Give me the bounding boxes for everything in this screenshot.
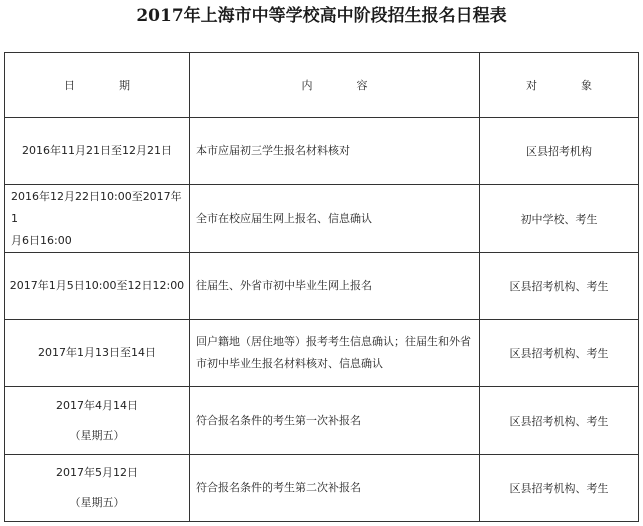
date-cell: 2016年12月22日10:00至2017年1 月6日16:00 (5, 185, 190, 253)
table-row (5, 387, 639, 455)
date-cell: 2016年11月21日至12月21日 (5, 118, 190, 185)
date-cell: 2017年1月5日10:00至12日12:00 (5, 253, 190, 320)
schedule-table (4, 52, 639, 522)
date-cell: 2017年5月12日 （星期五） (5, 455, 190, 522)
content-cell: 全市在校应届生网上报名、信息确认 (190, 185, 480, 253)
date-cell: 2017年4月14日 （星期五） (5, 387, 190, 455)
date-cell: 2017年1月13日至14日 (5, 320, 190, 387)
header-content: 内 容 (190, 53, 480, 118)
header-target: 对 象 (480, 53, 639, 118)
content-cell: 符合报名条件的考生第二次补报名 (190, 455, 480, 522)
target-cell: 区县招考机构、考生 (480, 320, 639, 387)
table-row (5, 320, 639, 387)
target-cell: 区县招考机构 (480, 118, 639, 185)
table-row (5, 253, 639, 320)
content-cell: 符合报名条件的考生第一次补报名 (190, 387, 480, 455)
table-row (5, 118, 639, 185)
content-cell: 本市应届初三学生报名材料核对 (190, 118, 480, 185)
table-header-row (5, 53, 639, 118)
target-cell: 初中学校、考生 (480, 185, 639, 253)
content-cell: 回户籍地（居住地等）报考考生信息确认；往届生和外省市初中毕业生报名材料核对、信息确认 (190, 320, 480, 387)
target-cell: 区县招考机构、考生 (480, 253, 639, 320)
target-cell: 区县招考机构、考生 (480, 387, 639, 455)
table-row (5, 185, 639, 253)
content-cell: 往届生、外省市初中毕业生网上报名 (190, 253, 480, 320)
header-date: 日 期 (5, 53, 190, 118)
table-row (5, 455, 639, 522)
target-cell: 区县招考机构、考生 (480, 455, 639, 522)
page-title: 2017年上海市中等学校高中阶段招生报名日程表 (136, 6, 507, 26)
